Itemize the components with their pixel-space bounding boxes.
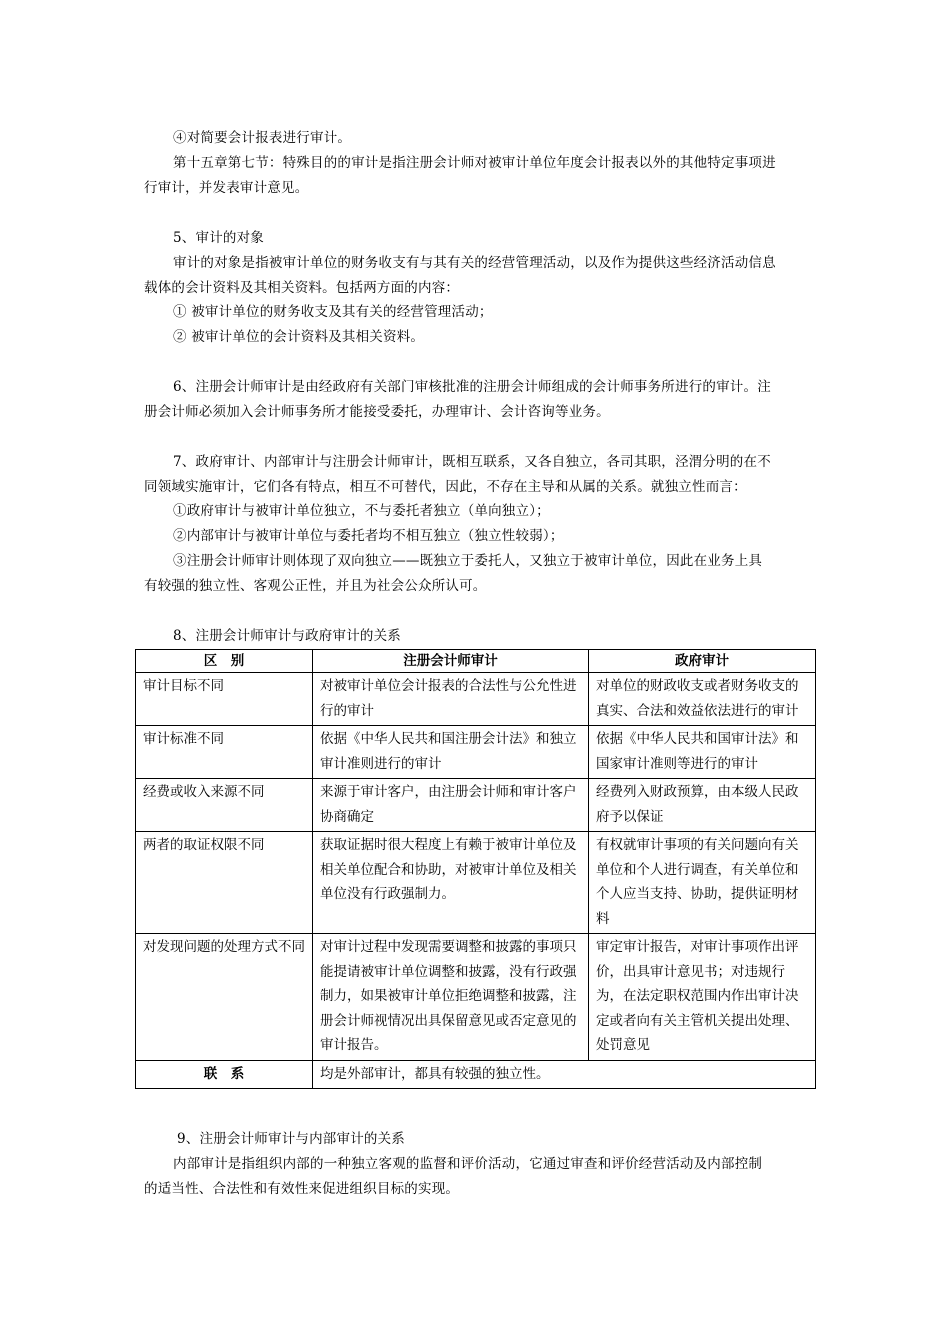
table-cell: 经费或收入来源不同 xyxy=(136,779,313,832)
section-heading: 8、注册会计师审计与政府审计的关系 xyxy=(173,628,401,644)
list-item: ③注册会计师审计则体现了双向独立——既独立于委托人，又独立于被审计单位，因此在业务上具 xyxy=(173,553,763,569)
column-header: 注册会计师审计 xyxy=(313,650,589,673)
text-line: 册会计师必须加入会计师事务所才能接受委托，办理审计、会计咨询等业务。 xyxy=(144,404,610,420)
text-line: 载体的会计资料及其相关资料。包括两方面的内容： xyxy=(144,280,460,296)
table-cell: 对发现问题的处理方式不同 xyxy=(136,934,313,1061)
table-cell: 两者的取证权限不同 xyxy=(136,832,313,934)
table-cell-label: 联 系 xyxy=(136,1060,313,1089)
table-cell: 均是外部审计，都具有较强的独立性。 xyxy=(313,1060,816,1089)
table-row-link xyxy=(136,1060,816,1089)
table-row xyxy=(136,673,816,726)
table-cell: 审计标准不同 xyxy=(136,726,313,779)
column-header: 政府审计 xyxy=(589,650,816,673)
table-cell: 审计目标不同 xyxy=(136,673,313,726)
text-line: 审计的对象是指被审计单位的财务收支有与其有关的经营管理活动，以及作为提供这些经济活动信息 xyxy=(173,255,776,271)
list-item: ②内部审计与被审计单位与委托者均不相互独立（独立性较弱）； xyxy=(173,528,564,544)
section-heading: 5、审计的对象 xyxy=(173,230,264,246)
table-cell: 审定审计报告，对审计事项作出评价，出具审计意见书；对违规行为，在法定职权范围内作出审计决定或者向有关主管机关提出处理、处罚意见 xyxy=(589,934,816,1061)
text-line: 有较强的独立性、客观公正性，并且为社会公众所认可。 xyxy=(144,578,487,594)
table-cell: 依据《中华人民共和国审计法》和国家审计准则等进行的审计 xyxy=(589,726,816,779)
table-cell: 依据《中华人民共和国注册会计法》和独立审计准则进行的审计 xyxy=(313,726,589,779)
text-line: 内部审计是指组织内部的一种独立客观的监督和评价活动，它通过审查和评价经营活动及内部控制 xyxy=(173,1156,763,1172)
table-row xyxy=(136,779,816,832)
text-line: 6、注册会计师审计是由经政府有关部门审核批准的注册会计师组成的会计师事务所进行的审计。注 xyxy=(173,379,771,395)
text-line: 的适当性、合法性和有效性来促进组织目标的实现。 xyxy=(144,1181,460,1197)
list-item: ① 被审计单位的财务收支及其有关的经营管理活动； xyxy=(173,304,493,320)
text-line: 同领域实施审计，它们各有特点，相互不可替代，因此，不存在主导和从属的关系。就独立性而言： xyxy=(144,479,747,495)
table-row xyxy=(136,832,816,934)
table-cell: 来源于审计客户，由注册会计师和审计客户协商确定 xyxy=(313,779,589,832)
table-cell: 对审计过程中发现需要调整和披露的事项只能提请被审计单位调整和披露，没有行政强制力，如果被审计单位拒绝调整和披露，注册会计师视情况出具保留意见或否定意见的审计报告。 xyxy=(313,934,589,1061)
table-header-row xyxy=(136,650,816,673)
text-line: 第十五章第七节：特殊目的的审计是指注册会计师对被审计单位年度会计报表以外的其他特定事项进 xyxy=(173,155,776,171)
table-cell: 有权就审计事项的有关问题向有关单位和个人进行调查，有关单位和个人应当支持、协助，提供证明材料 xyxy=(589,832,816,934)
text-line: 7、政府审计、内部审计与注册会计师审计，既相互联系，又各自独立，各司其职，泾渭分明的在不 xyxy=(173,454,771,470)
table-cell: 对被审计单位会计报表的合法性与公允性进行的审计 xyxy=(313,673,589,726)
table-row xyxy=(136,726,816,779)
text-line: 行审计，并发表审计意见。 xyxy=(144,180,309,196)
table-cell: 经费列入财政预算，由本级人民政府予以保证 xyxy=(589,779,816,832)
list-item: ①政府审计与被审计单位独立，不与委托者独立（单向独立）； xyxy=(173,503,550,519)
table-row xyxy=(136,934,816,1061)
table-cell: 对单位的财政收支或者财务收支的真实、合法和效益依法进行的审计 xyxy=(589,673,816,726)
table-cell: 获取证据时很大程度上有赖于被审计单位及相关单位配合和协助，对被审计单位及相关单位没有行政强制力。 xyxy=(313,832,589,934)
section-heading: 9、注册会计师审计与内部审计的关系 xyxy=(177,1131,405,1147)
column-header: 区 别 xyxy=(136,650,313,673)
comparison-table xyxy=(135,649,816,1089)
text-line: ④对简要会计报表进行审计。 xyxy=(173,130,352,146)
list-item: ② 被审计单位的会计资料及其相关资料。 xyxy=(173,329,425,345)
